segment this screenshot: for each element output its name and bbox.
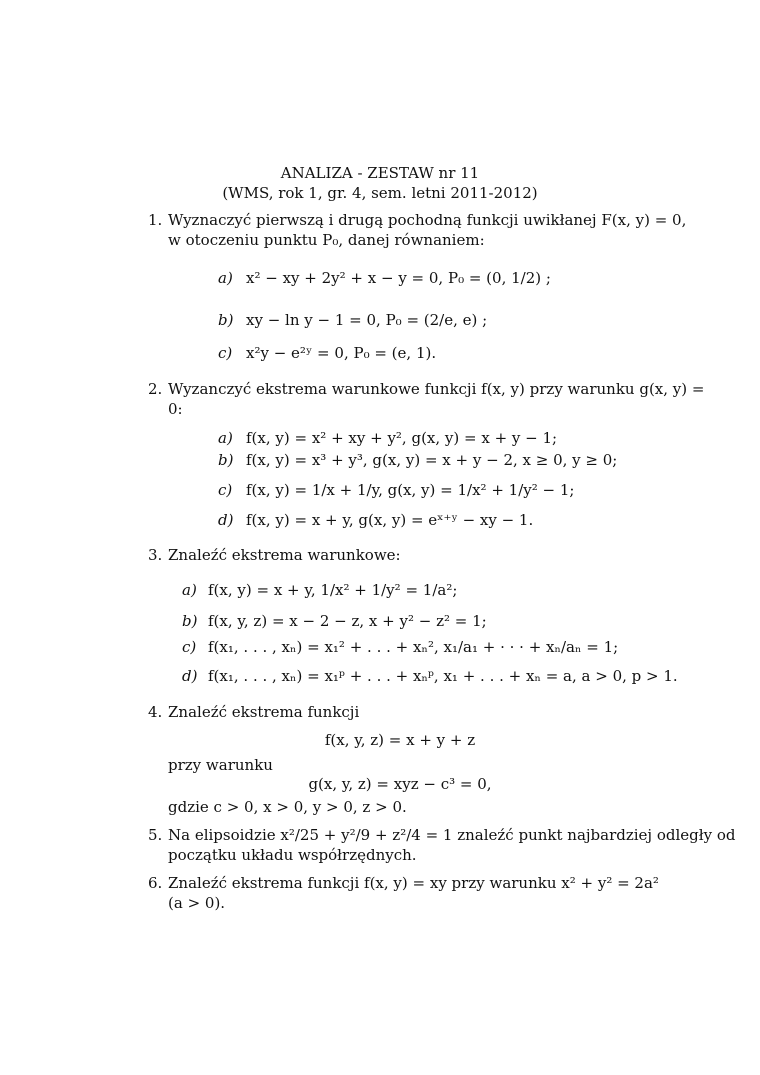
problem-1a-label: a) bbox=[218, 269, 233, 287]
page-subtitle: (WMS, rok 1, gr. 4, sem. letni 2011-2012) bbox=[222, 184, 538, 202]
problem-3-text-line1: Znaleźć ekstrema warunkowe: bbox=[168, 546, 401, 564]
problem-3b-formula: f(x, y, z) = x − 2 − z, x + y² − z² = 1; bbox=[208, 612, 487, 630]
problem-2c-formula: f(x, y) = 1/x + 1/y, g(x, y) = 1/x² + 1/y² − 1; bbox=[246, 481, 575, 499]
problem-3c-formula: f(x₁, . . . , xₙ) = x₁² + . . . + xₙ², x₁/a₁ + · · · + xₙ/aₙ = 1; bbox=[208, 638, 619, 656]
problem-1a-formula: x² − xy + 2y² + x − y = 0, P₀ = (0, 1/2) ; bbox=[246, 269, 551, 287]
problem-2a-label: a) bbox=[218, 429, 233, 447]
problem-1-text-line2: w otoczeniu punktu P₀, danej równaniem: bbox=[168, 231, 485, 249]
problem-1b-label: b) bbox=[218, 311, 234, 329]
problem-5-text-line1: Na elipsoidzie x²/25 + y²/9 + z²/4 = 1 znaleźć punkt najbardziej odległy od bbox=[168, 826, 736, 844]
problem-3d-label: d) bbox=[182, 667, 198, 685]
problem-4-text-line2: przy warunku bbox=[168, 756, 273, 774]
page-title: ANALIZA - ZESTAW nr 11 bbox=[280, 164, 480, 182]
problem-3c-label: c) bbox=[182, 638, 197, 656]
problem-2b-label: b) bbox=[218, 451, 234, 469]
problem-2-text-line1: Wyzanczyć ekstrema warunkowe funkcji f(x, y) przy warunku g(x, y) = bbox=[168, 380, 705, 398]
problem-2d-label: d) bbox=[218, 511, 234, 529]
problem-6-text-line2: (a > 0). bbox=[168, 894, 226, 912]
problem-2c-label: c) bbox=[218, 481, 233, 499]
problem-3b-label: b) bbox=[182, 612, 198, 630]
problem-4-formula1: f(x, y, z) = x + y + z bbox=[324, 731, 476, 749]
problem-1-number: 1. bbox=[148, 211, 163, 229]
problem-2b-formula: f(x, y) = x³ + y³, g(x, y) = x + y − 2, x ≥ 0, y ≥ 0; bbox=[246, 451, 618, 469]
problem-4-text-line3: gdzie c > 0, x > 0, y > 0, z > 0. bbox=[168, 798, 407, 816]
problem-4-formula2: g(x, y, z) = xyz − c³ = 0, bbox=[308, 775, 492, 793]
problem-3d-formula: f(x₁, . . . , xₙ) = x₁ᵖ + . . . + xₙᵖ, x₁ + . . . + xₙ = a, a > 0, p > 1. bbox=[208, 667, 678, 685]
problem-2-number: 2. bbox=[148, 380, 163, 398]
problem-2a-formula: f(x, y) = x² + xy + y², g(x, y) = x + y − 1; bbox=[246, 429, 558, 447]
problem-3a-formula: f(x, y) = x + y, 1/x² + 1/y² = 1/a²; bbox=[208, 581, 458, 599]
problem-4-number: 4. bbox=[148, 703, 163, 721]
problem-3a-label: a) bbox=[182, 581, 197, 599]
problem-6-number: 6. bbox=[148, 874, 163, 892]
problem-1-text-line1: Wyznaczyć pierwszą i drugą pochodną funkcji uwikłanej F(x, y) = 0, bbox=[168, 211, 687, 229]
problem-2-text-line2: 0: bbox=[168, 400, 183, 418]
problem-2d-formula: f(x, y) = x + y, g(x, y) = eˣ⁺ʸ − xy − 1. bbox=[246, 511, 534, 529]
problem-5-number: 5. bbox=[148, 826, 163, 844]
problem-1c-label: c) bbox=[218, 344, 233, 362]
problem-1b-formula: xy − ln y − 1 = 0, P₀ = (2/e, e) ; bbox=[246, 311, 488, 329]
problem-6-text-line1: Znaleźć ekstrema funkcji f(x, y) = xy przy warunku x² + y² = 2a² bbox=[168, 874, 659, 892]
problem-5-text-line2: początku układu współrzędnych. bbox=[168, 846, 417, 864]
problem-3-number: 3. bbox=[148, 546, 163, 564]
problem-1c-formula: x²y − e²ʸ = 0, P₀ = (e, 1). bbox=[246, 344, 437, 362]
problem-4-text-line1: Znaleźć ekstrema funkcji bbox=[168, 703, 360, 721]
